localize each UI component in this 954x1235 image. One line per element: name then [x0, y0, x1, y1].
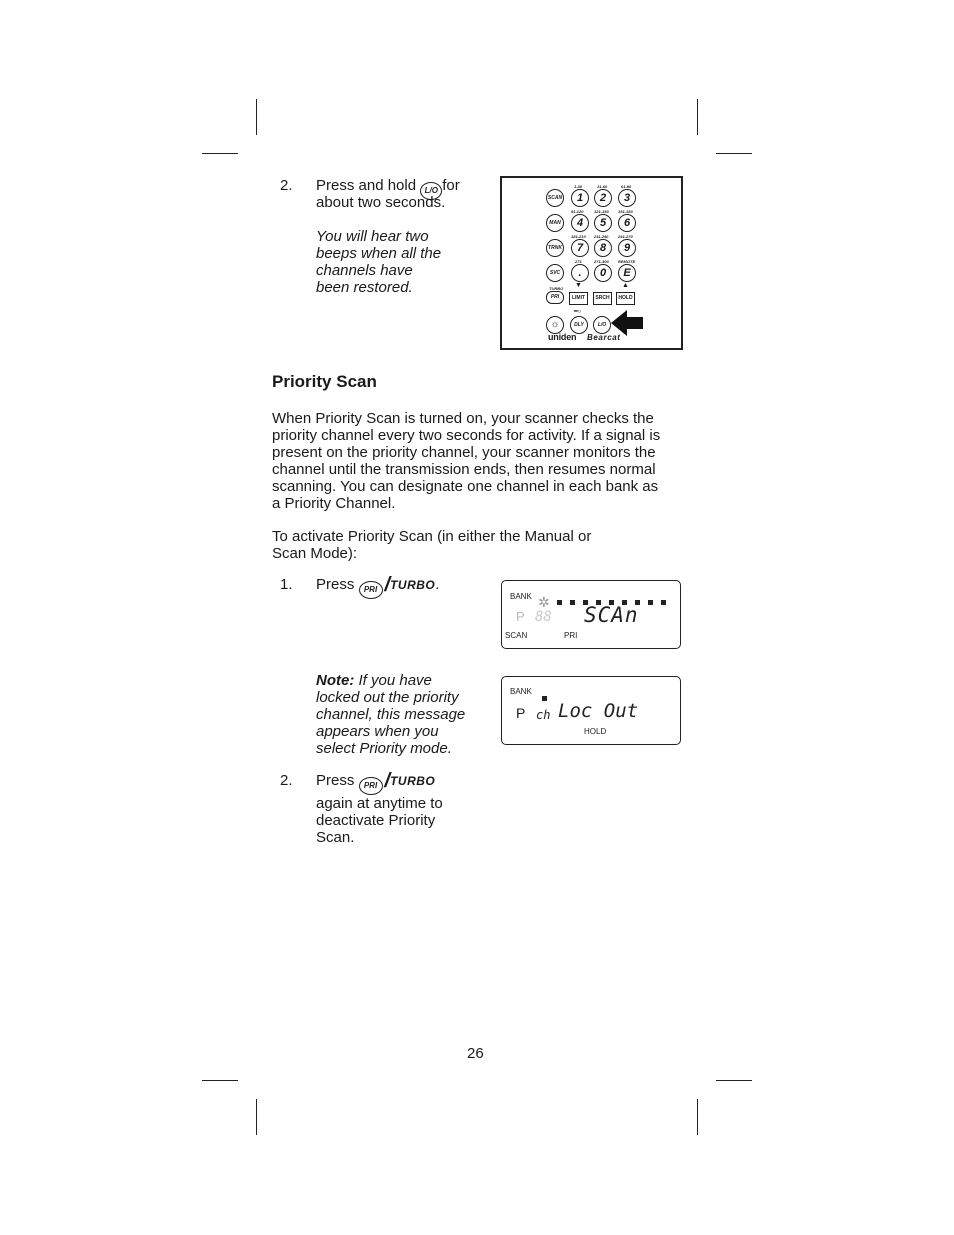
lcd-hold-indicator: HOLD: [584, 727, 607, 736]
digit-7-key-icon: 7: [571, 239, 589, 257]
press-text: Press: [316, 576, 355, 593]
paragraph-line: scanning. You can designate one channel in each bank as: [272, 478, 659, 495]
press-text: Press and hold: [316, 177, 417, 194]
limit-key-icon: LIMIT: [569, 292, 588, 305]
crop-mark-top-right-vertical: [697, 99, 698, 135]
bank-label: 151-180: [618, 209, 633, 214]
bank-label: 91-120: [571, 209, 584, 214]
pri-key-icon: PRI: [359, 581, 383, 599]
digit-9-key-icon: 9: [618, 239, 636, 257]
digit-4-key-icon: 4: [571, 214, 589, 232]
digit-0-key-icon: 0: [594, 264, 612, 282]
keypad-illustration: [500, 176, 683, 350]
intro-text: [272, 528, 591, 562]
digit-1-key-icon: 1: [571, 189, 589, 207]
turbo-label: TURBO: [390, 578, 436, 592]
slash-icon: /: [384, 770, 391, 792]
restore-note-line: beeps when all the: [316, 245, 442, 262]
man-key-icon: MAN: [546, 214, 564, 232]
note-line: locked out the priority: [316, 689, 459, 706]
lcd-main-text: Loc Out: [558, 700, 639, 722]
paragraph-line: a Priority Channel.: [272, 495, 396, 512]
lcd-main-text: SCAn: [584, 603, 639, 627]
restore-note-line: You will hear two: [316, 228, 429, 245]
paragraph-line: When Priority Scan is turned on, your scanner checks the: [272, 410, 654, 427]
step2-line: deactivate Priority: [316, 812, 436, 829]
bank-label: 271: [575, 259, 582, 264]
step2-instruction: [316, 772, 443, 846]
crop-mark-top-left-vertical: [256, 99, 257, 135]
paragraph-line: present on the priority channel, your scanner monitors the: [272, 444, 656, 461]
lcd-display-scan: [501, 580, 681, 649]
lcd-ch-text: ch: [536, 708, 551, 722]
note-line: select Priority mode.: [316, 740, 452, 757]
restore-note: [316, 228, 441, 296]
bank-indicator: [542, 696, 547, 701]
step-number: 2.: [280, 772, 293, 789]
e-key-icon: E: [618, 264, 636, 282]
intro-line: To activate Priority Scan (in either the Manual or: [272, 528, 592, 545]
digit-2-key-icon: 2: [594, 189, 612, 207]
brand-logo: uniden: [548, 332, 577, 342]
crop-mark-top-left-horizontal: [202, 153, 238, 154]
step1-instruction: [316, 576, 439, 599]
bank-label: 181-210: [571, 234, 586, 239]
flash-icon: ✲: [538, 594, 550, 610]
restore-note-line: channels have: [316, 262, 413, 279]
key-lock-icon: ━○: [574, 309, 582, 315]
note-line: appears when you: [316, 723, 439, 740]
lcd-p-indicator: P: [516, 705, 526, 721]
digit-3-key-icon: 3: [618, 189, 636, 207]
bank-label: 1-30: [574, 184, 583, 189]
note-block: [316, 672, 465, 757]
intro-line: Scan Mode):: [272, 545, 358, 562]
step-number: 1.: [280, 576, 293, 593]
crop-mark-bottom-left-horizontal: [202, 1080, 238, 1081]
hold-key-icon: HOLD: [616, 292, 635, 305]
up-arrow-icon: ▲: [622, 282, 629, 289]
lcd-p-indicator: P: [516, 609, 525, 624]
step-instruction-line2: about two seconds.: [316, 194, 446, 211]
dly-key-icon: DLY: [570, 316, 588, 334]
turbo-label: TURBO: [390, 774, 436, 788]
lcd-display-lockout: [501, 676, 681, 745]
bank-label: 211-240: [594, 234, 609, 239]
description-paragraph: [272, 410, 660, 512]
digit-8-key-icon: 8: [594, 239, 612, 257]
crop-mark-bottom-right-horizontal: [716, 1080, 752, 1081]
bank-label: REMOTE: [618, 259, 636, 264]
svc-key-icon: SVC: [546, 264, 564, 282]
dot-key-icon: .: [571, 264, 589, 282]
slash-icon: /: [384, 574, 391, 596]
restore-note-line: been restored.: [316, 279, 413, 296]
pri-key-icon: PRI: [546, 291, 564, 304]
press-text: Press: [316, 772, 355, 789]
model-logo: Bearcat: [587, 333, 621, 342]
bank-label: 121-150: [594, 209, 609, 214]
trnk-key-icon: TRNK: [546, 239, 564, 257]
paragraph-line: channel until the transmission ends, then resumes normal: [272, 461, 656, 478]
lcd-pri-indicator: PRI: [564, 631, 578, 640]
down-arrow-icon: ▼: [575, 282, 582, 289]
step-number: 2.: [280, 177, 293, 194]
step2-line: again at anytime to: [316, 795, 443, 812]
bank-label: 271-300: [594, 259, 609, 264]
digit-5-key-icon: 5: [594, 214, 612, 232]
bank-label: 241-270: [618, 234, 633, 239]
light-key-icon: ☼: [546, 316, 564, 334]
lcd-bank-label: BANK: [510, 592, 532, 601]
note-label: Note:: [316, 672, 355, 689]
page-number: 26: [467, 1045, 484, 1062]
crop-mark-top-right-horizontal: [716, 153, 752, 154]
note-line: channel, this message: [316, 706, 466, 723]
after-key-text: for: [442, 177, 460, 194]
bank-label: 31-60: [597, 184, 608, 189]
crop-mark-bottom-right-vertical: [697, 1099, 698, 1135]
turbo-label: TURBO: [549, 286, 564, 291]
step2-line: Scan.: [316, 829, 355, 846]
lcd-scan-indicator: SCAN: [505, 631, 528, 640]
lcd-bank-label: BANK: [510, 687, 532, 696]
paragraph-line: priority channel every two seconds for activity. If a signal is: [272, 427, 661, 444]
scan-key-icon: SCAN: [546, 189, 564, 207]
srch-key-icon: SRCH: [593, 292, 612, 305]
note-line: If you have: [358, 672, 432, 689]
bank-label: 61-90: [621, 184, 632, 189]
period: .: [435, 576, 440, 593]
section-heading: Priority Scan: [272, 372, 377, 391]
lo-key-icon: L/O: [420, 182, 442, 200]
pri-key-icon: PRI: [359, 777, 383, 795]
digit-6-key-icon: 6: [618, 214, 636, 232]
lo-key-icon: L/O: [593, 316, 611, 334]
lcd-ghost-digits: 88: [535, 609, 552, 625]
crop-mark-bottom-left-vertical: [256, 1099, 257, 1135]
